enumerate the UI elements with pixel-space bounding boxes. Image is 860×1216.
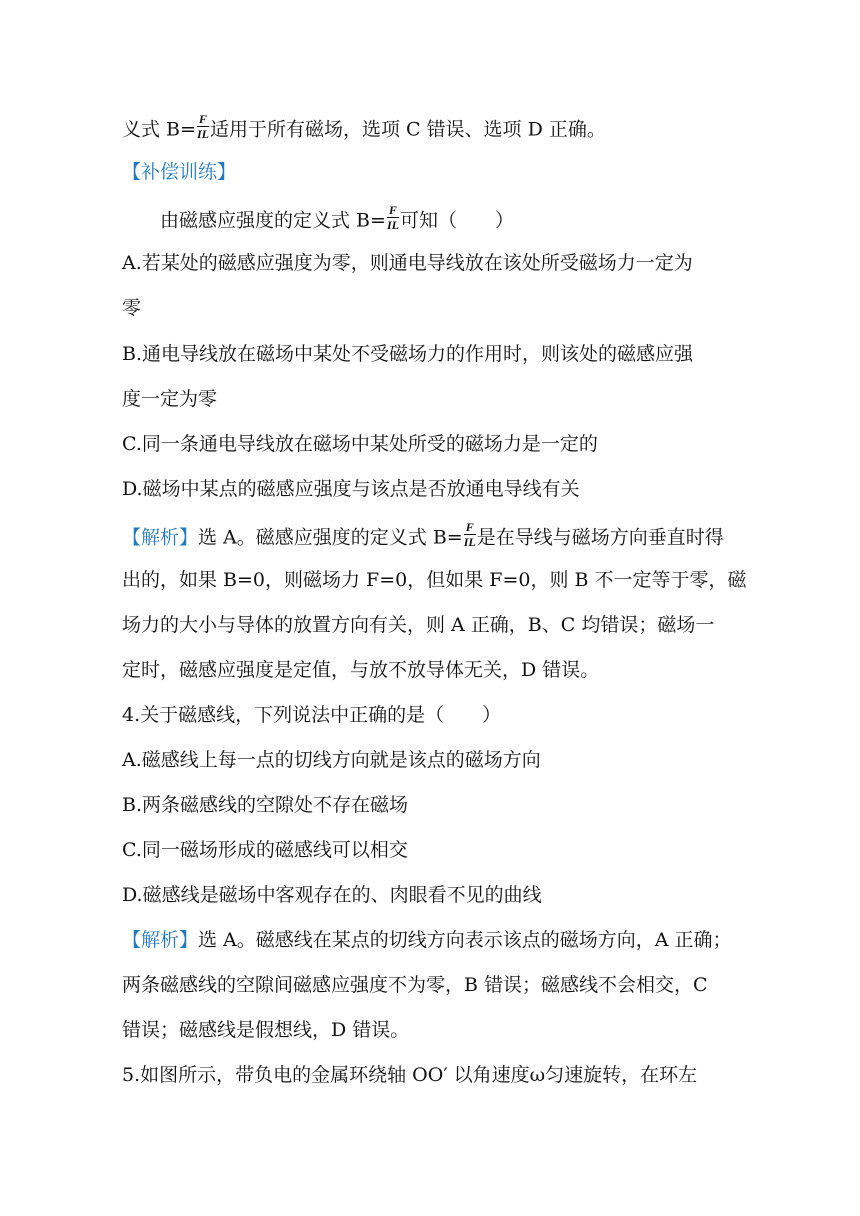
text-fragment: 由磁感应强度的定义式 B= (160, 209, 386, 232)
fraction-denominator: IL (386, 218, 399, 232)
option-d: D.磁场中某点的磁感应强度与该点是否放通电导线有关 (122, 478, 580, 500)
analysis-line: 场力的大小与导体的放置方向有关，则 A 正确，B、C 均错误；磁场一 (122, 614, 715, 636)
fraction-denominator: IL (196, 127, 209, 141)
section-heading: 【补偿训练】 (122, 161, 237, 183)
fraction-f-over-il (464, 521, 476, 548)
q4-option-d: D.磁感线是磁场中客观存在的、肉眼看不见的曲线 (122, 884, 542, 906)
analysis-tag: 【解析】 (122, 526, 199, 549)
option-b-cont: 度一定为零 (122, 388, 218, 410)
analysis-line: 出的，如果 B=0，则磁场力 F=0，但如果 F=0，则 B 不一定等于零，磁 (122, 569, 747, 591)
analysis-line: 两条磁感线的空隙间磁感应强度不为零，B 错误；磁感线不会相交，C (122, 974, 708, 996)
text-line (122, 112, 606, 144)
analysis-line (122, 931, 732, 950)
question-4-stem: 4.关于磁感线，下列说法中正确的是（ ） (122, 704, 502, 726)
question-5-stem: 5.如图所示，带负电的金属环绕轴 OO′ 以角速度ω匀速旋转，在环左 (122, 1064, 698, 1086)
text-fragment: 是在导线与磁场方向垂直时得 (476, 526, 724, 549)
option-c: C.同一条通电导线放在磁场中某处所受的磁场力是一定的 (122, 433, 598, 455)
option-b: B.通电导线放在磁场中某处不受磁场力的作用时，则该处的磁感应强 (122, 343, 694, 365)
text-fragment: 适用于所有磁场，选项 C 错误、选项 D 正确。 (209, 118, 606, 141)
text-fragment: 可知（ ） (399, 209, 514, 232)
fraction-denominator: IL (463, 535, 476, 549)
q4-option-a: A.磁感线上每一点的切线方向就是该点的磁场方向 (122, 749, 541, 771)
q4-option-b: B.两条磁感线的空隙处不存在磁场 (122, 794, 409, 816)
analysis-tag: 【解析】 (122, 929, 199, 951)
q4-option-c: C.同一磁场形成的磁感线可以相交 (122, 839, 408, 861)
analysis-line: 错误；磁感线是假想线，D 错误。 (122, 1019, 410, 1041)
text-fragment: 义式 B= (122, 118, 196, 141)
option-a-cont: 零 (122, 297, 142, 319)
text-fragment: 选 A。磁感应强度的定义式 B= (198, 526, 463, 549)
text-fragment: 选 A。磁感线在某点的切线方向表示该点的磁场方向，A 正确； (198, 929, 732, 951)
option-a: A.若某处的磁感应强度为零，则通电导线放在该处所受磁场力一定为 (122, 252, 693, 274)
fraction-numerator: F (388, 203, 397, 217)
analysis-line (122, 520, 724, 552)
question-stem (160, 203, 514, 235)
fraction-f-over-il (387, 204, 399, 231)
analysis-line: 定时，磁感应强度是定值，与放不放导体无关，D 错误。 (122, 659, 600, 681)
fraction-f-over-il (197, 113, 209, 140)
fraction-numerator: F (465, 520, 474, 534)
fraction-numerator: F (198, 112, 207, 126)
